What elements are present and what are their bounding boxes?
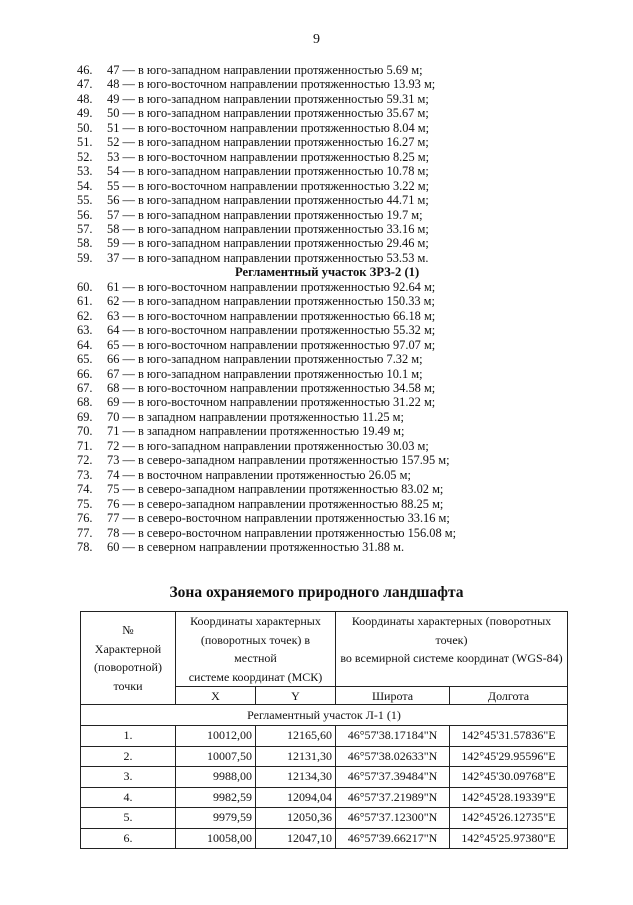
region-row: Регламентный участок Л-1 (1) xyxy=(81,705,568,726)
boundary-line xyxy=(77,410,597,424)
line-text: 64 — в юго-восточном направлении протяженностью 55.32 м; xyxy=(107,323,436,338)
line-number: 64. xyxy=(77,337,93,352)
line-text: 70 — в западном направлении протяженностью 11.25 м; xyxy=(107,409,404,424)
boundary-line xyxy=(77,424,597,438)
longitude-cell: 142°45'30.09768"E xyxy=(450,767,568,788)
line-number: 69. xyxy=(77,409,93,424)
line-text: 71 — в западном направлении протяженностью 19.49 м; xyxy=(107,424,405,439)
line-text: 47 — в юго-западном направлении протяженностью 5.69 м; xyxy=(107,63,423,77)
table-row xyxy=(81,746,568,767)
line-text: 57 — в юго-западном направлении протяженностью 19.7 м; xyxy=(107,207,423,222)
line-text: 54 — в юго-западном направлении протяженностью 10.78 м; xyxy=(107,164,429,179)
x-cell: 10007,50 xyxy=(176,746,256,767)
line-text: 37 — в юго-западном направлении протяженностью 53.53 м. xyxy=(107,250,429,265)
line-number: 56. xyxy=(77,207,93,222)
line-text: 76 — в северо-западном направлении протяженностью 88.25 м; xyxy=(107,496,444,511)
longitude-cell: 142°45'31.57836"E xyxy=(450,726,568,747)
line-text: 56 — в юго-западном направлении протяженностью 44.71 м; xyxy=(107,193,429,208)
boundary-line xyxy=(77,338,597,352)
line-text: 52 — в юго-западном направлении протяженностью 16.27 м; xyxy=(107,135,429,150)
line-text: 48 — в юго-восточном направлении протяженностью 13.93 м; xyxy=(107,77,436,92)
line-number: 72. xyxy=(77,453,93,468)
line-number: 58. xyxy=(77,236,93,251)
latitude-cell: 46°57'37.12300"N xyxy=(336,808,450,829)
line-text: 51 — в юго-восточном направлении протяженностью 8.04 м; xyxy=(107,120,430,135)
header-wgs-coordinates xyxy=(336,612,568,687)
latitude-cell: 46°57'38.02633"N xyxy=(336,746,450,767)
latitude-cell: 46°57'37.21989"N xyxy=(336,787,450,808)
boundary-line xyxy=(77,367,597,381)
line-number: 77. xyxy=(77,525,93,540)
boundary-line xyxy=(77,352,597,366)
line-text: 50 — в юго-западном направлении протяженностью 35.67 м; xyxy=(107,106,429,121)
x-cell: 10012,00 xyxy=(176,726,256,747)
table-row xyxy=(81,767,568,788)
header-wgs-label: Координаты характерных (поворотных точек) во всемирной системе координат (WGS-84) xyxy=(340,614,563,665)
line-number: 57. xyxy=(77,221,93,236)
point-number-cell: 2. xyxy=(81,746,176,767)
line-number: 67. xyxy=(77,380,93,395)
boundary-line xyxy=(77,294,597,308)
x-cell: 9979,59 xyxy=(176,808,256,829)
boundary-line xyxy=(77,236,597,250)
boundary-line xyxy=(77,251,597,265)
line-number: 71. xyxy=(77,438,93,453)
boundary-line xyxy=(77,381,597,395)
line-text: 77 — в северо-восточном направлении протяженностью 33.16 м; xyxy=(107,511,450,526)
line-number: 50. xyxy=(77,120,93,135)
line-number: 63. xyxy=(77,323,93,338)
y-cell: 12050,36 xyxy=(256,808,336,829)
latitude-cell: 46°57'39.66217"N xyxy=(336,828,450,849)
boundary-line xyxy=(77,106,597,120)
line-number: 70. xyxy=(77,424,93,439)
line-text: 49 — в юго-западном направлении протяженностью 59.31 м; xyxy=(107,91,429,106)
line-text: 78 — в северо-восточном направлении протяженностью 156.08 м; xyxy=(107,525,457,540)
line-text: 62 — в юго-западном направлении протяженностью 150.33 м; xyxy=(107,294,435,309)
header-x: X xyxy=(176,687,256,705)
line-text: 65 — в юго-восточном направлении протяженностью 97.07 м; xyxy=(107,337,436,352)
boundary-line xyxy=(77,179,597,193)
boundary-lines-group-b xyxy=(77,280,597,555)
boundary-line xyxy=(77,193,597,207)
boundary-line xyxy=(77,526,597,540)
point-number-cell: 5. xyxy=(81,808,176,829)
point-number-cell: 6. xyxy=(81,828,176,849)
page-number: 9 xyxy=(313,32,320,47)
boundary-line xyxy=(77,77,597,91)
boundary-line xyxy=(77,439,597,453)
section-subheading: Регламентный участок ЗРЗ-2 (1) xyxy=(235,265,420,280)
header-y: Y xyxy=(256,687,336,705)
longitude-cell: 142°45'25.97380"E xyxy=(450,828,568,849)
y-cell: 12134,30 xyxy=(256,767,336,788)
line-number: 60. xyxy=(77,279,93,294)
y-cell: 12047,10 xyxy=(256,828,336,849)
boundary-line xyxy=(77,92,597,106)
line-number: 48. xyxy=(77,91,93,106)
line-number: 74. xyxy=(77,482,93,497)
line-number: 55. xyxy=(77,193,93,208)
boundary-lines-group-a xyxy=(77,63,597,265)
longitude-cell: 142°45'26.12735"E xyxy=(450,808,568,829)
boundary-line xyxy=(77,222,597,236)
boundary-line xyxy=(77,309,597,323)
coordinates-table xyxy=(80,611,568,849)
line-text: 74 — в восточном направлении протяженностью 26.05 м; xyxy=(107,467,411,482)
boundary-line xyxy=(77,280,597,294)
longitude-cell: 142°45'29.95596"E xyxy=(450,746,568,767)
boundary-line xyxy=(77,511,597,525)
longitude-cell: 142°45'28.19339"E xyxy=(450,787,568,808)
zone-title: Зона охраняемого природного ландшафта xyxy=(169,584,464,601)
y-cell: 12131,30 xyxy=(256,746,336,767)
x-cell: 10058,00 xyxy=(176,828,256,849)
line-number: 66. xyxy=(77,366,93,381)
header-msk-label: Координаты характерных (поворотных точек) в местной системе координат (МСК) xyxy=(188,614,323,684)
line-number: 59. xyxy=(77,250,93,265)
y-cell: 12094,04 xyxy=(256,787,336,808)
boundary-line xyxy=(77,453,597,467)
boundary-line xyxy=(77,135,597,149)
line-text: 66 — в юго-западном направлении протяженностью 7.32 м; xyxy=(107,352,423,367)
latitude-cell: 46°57'38.17184"N xyxy=(336,726,450,747)
line-text: 61 — в юго-восточном направлении протяженностью 92.64 м; xyxy=(107,279,436,294)
line-text: 73 — в северо-западном направлении протяженностью 157.95 м; xyxy=(107,453,450,468)
line-number: 62. xyxy=(77,308,93,323)
line-number: 61. xyxy=(77,294,93,309)
boundary-line xyxy=(77,468,597,482)
line-number: 73. xyxy=(77,467,93,482)
boundary-line xyxy=(77,395,597,409)
boundary-line xyxy=(77,164,597,178)
latitude-cell: 46°57'37.39484"N xyxy=(336,767,450,788)
x-cell: 9982,59 xyxy=(176,787,256,808)
point-number-cell: 4. xyxy=(81,787,176,808)
boundary-line xyxy=(77,323,597,337)
line-number: 52. xyxy=(77,149,93,164)
line-text: 60 — в северном направлении протяженностью 31.88 м. xyxy=(107,539,405,554)
line-text: 58 — в юго-западном направлении протяженностью 33.16 м; xyxy=(107,221,429,236)
x-cell: 9988,00 xyxy=(176,767,256,788)
line-number: 75. xyxy=(77,496,93,511)
line-number: 49. xyxy=(77,106,93,121)
header-point-number-label: № Характерной (поворотной) точки xyxy=(94,623,162,693)
line-number: 47. xyxy=(77,77,93,92)
table-row xyxy=(81,828,568,849)
line-text: 59 — в юго-западном направлении протяженностью 29.46 м; xyxy=(107,236,429,251)
line-text: 68 — в юго-восточном направлении протяженностью 34.58 м; xyxy=(107,380,436,395)
line-number: 54. xyxy=(77,178,93,193)
line-text: 63 — в юго-восточном направлении протяженностью 66.18 м; xyxy=(107,308,436,323)
line-text: 55 — в юго-восточном направлении протяженностью 3.22 м; xyxy=(107,178,430,193)
line-number: 51. xyxy=(77,135,93,150)
header-point-number xyxy=(81,612,176,705)
line-number: 65. xyxy=(77,352,93,367)
line-text: 72 — в юго-западном направлении протяженностью 30.03 м; xyxy=(107,438,429,453)
boundary-line xyxy=(77,150,597,164)
header-longitude: Долгота xyxy=(450,687,568,705)
line-text: 69 — в юго-восточном направлении протяженностью 31.22 м; xyxy=(107,395,436,410)
boundary-line xyxy=(77,540,597,554)
line-number: 46. xyxy=(77,63,93,77)
boundary-line xyxy=(77,121,597,135)
boundary-line xyxy=(77,497,597,511)
y-cell: 12165,60 xyxy=(256,726,336,747)
line-number: 68. xyxy=(77,395,93,410)
point-number-cell: 1. xyxy=(81,726,176,747)
boundary-line xyxy=(77,482,597,496)
table-row xyxy=(81,787,568,808)
line-text: 75 — в северо-западном направлении протяженностью 83.02 м; xyxy=(107,482,444,497)
table-row xyxy=(81,808,568,829)
header-msk-coordinates xyxy=(176,612,336,687)
header-latitude: Широта xyxy=(336,687,450,705)
coordinates-table-body xyxy=(81,726,568,849)
boundary-description-list xyxy=(77,63,597,554)
line-number: 78. xyxy=(77,539,93,554)
line-text: 53 — в юго-восточном направлении протяженностью 8.25 м; xyxy=(107,149,430,164)
line-number: 53. xyxy=(77,164,93,179)
point-number-cell: 3. xyxy=(81,767,176,788)
boundary-line xyxy=(77,63,597,77)
boundary-line xyxy=(77,208,597,222)
line-text: 67 — в юго-западном направлении протяженностью 10.1 м; xyxy=(107,366,423,381)
line-number: 76. xyxy=(77,511,93,526)
table-row xyxy=(81,726,568,747)
